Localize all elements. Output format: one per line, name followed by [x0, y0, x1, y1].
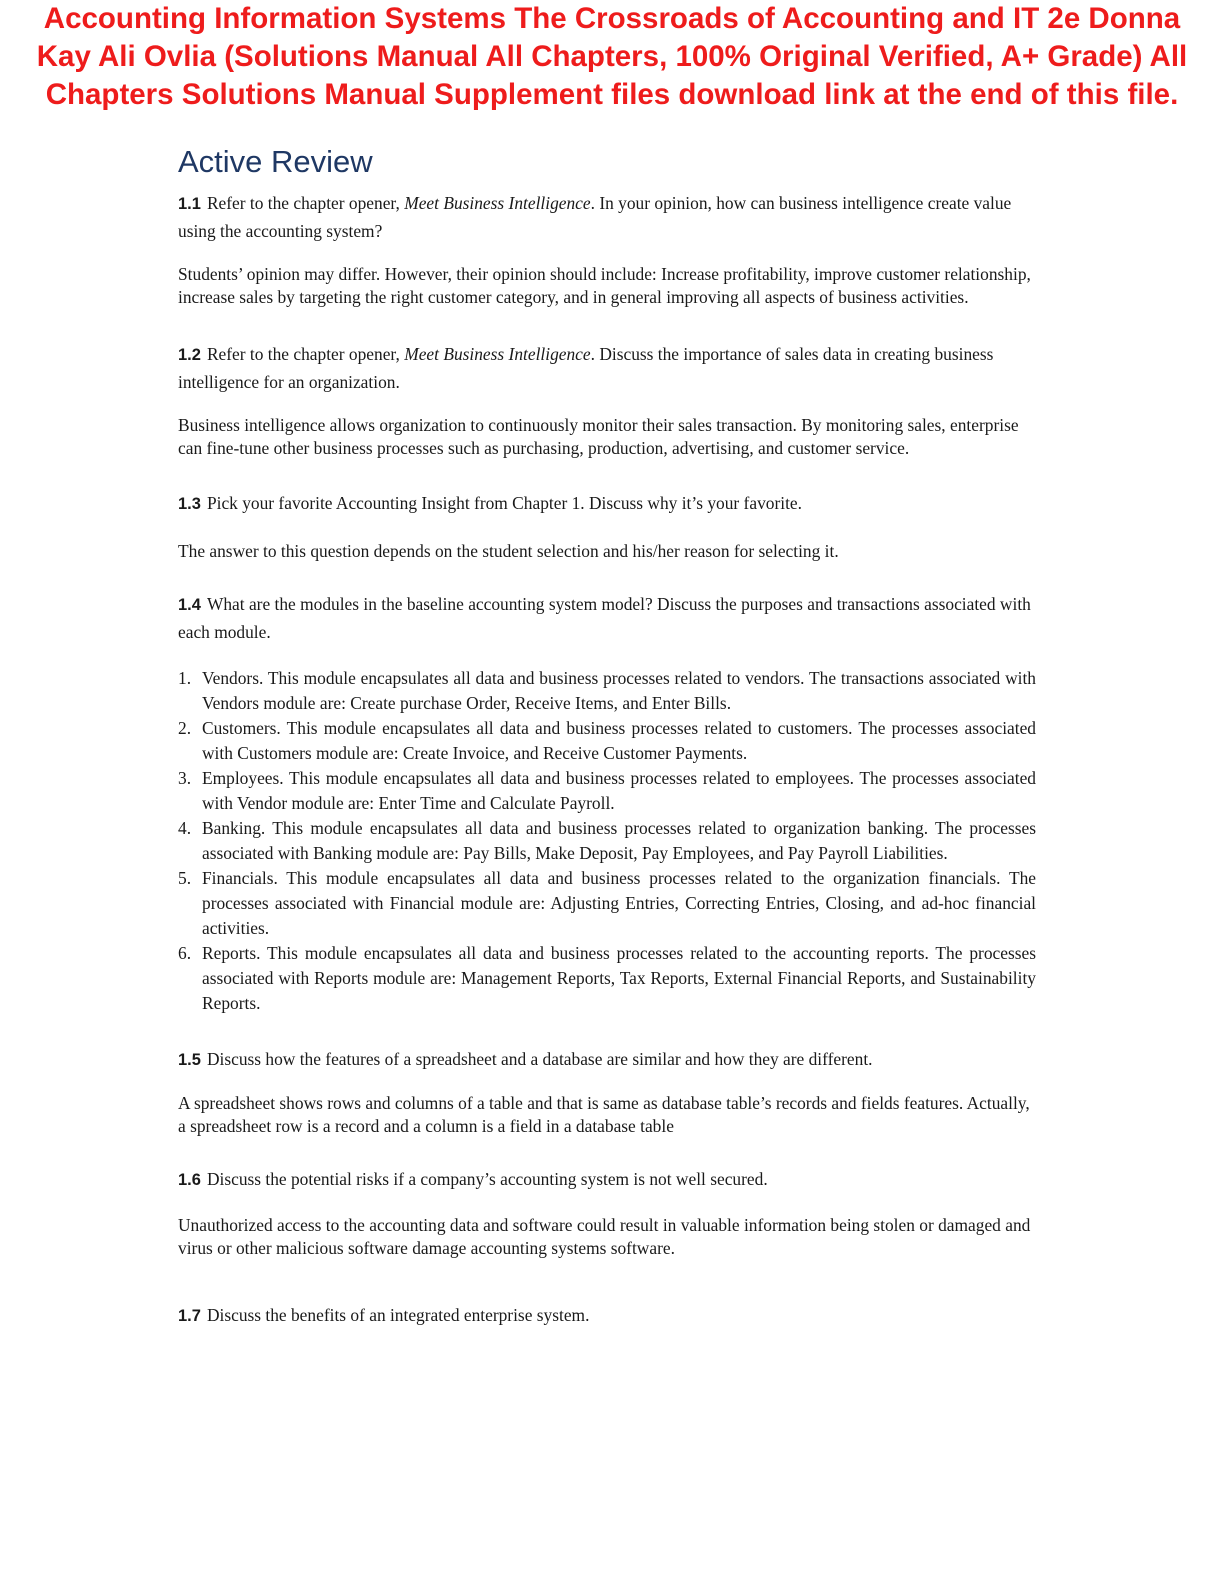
question-number: 1.4 — [178, 596, 201, 614]
module-list — [178, 666, 1036, 1016]
question-number: 1.3 — [178, 495, 201, 513]
list-item-text: Banking. This module encapsulates all data and business processes related to organization banking. The processes associated with Banking module are: Pay Bills, Make Deposit, Pay Employees, and Pay Payroll Liabilities. — [202, 818, 1036, 863]
question-1-5 — [178, 1046, 1036, 1074]
list-number: 3. — [178, 768, 192, 788]
question-number: 1.5 — [178, 1051, 201, 1069]
question-number: 1.7 — [178, 1307, 201, 1325]
section-heading: Active Review — [178, 144, 373, 179]
question-number: 1.2 — [178, 346, 201, 364]
list-item — [178, 941, 1036, 1016]
answer-1-6: Unauthorized access to the accounting data and software could result in valuable information being stolen or damaged and virus or other malicious software damage accounting systems software. — [178, 1215, 1031, 1258]
list-number: 6. — [178, 943, 192, 963]
list-number: 2. — [178, 718, 192, 738]
answer-1-5: A spreadsheet shows rows and columns of a table and that is same as database table’s records and fields features. Actually, a spreadsheet row is a record and a column is a field in a database table — [178, 1093, 1030, 1136]
question-text: Refer to the chapter opener, — [206, 344, 400, 364]
list-number: 4. — [178, 818, 192, 838]
answer-1-3: The answer to this question depends on the student selection and his/her reason for selecting it. — [178, 541, 839, 561]
question-text: Discuss the potential risks if a company’s accounting system is not well secured. — [206, 1169, 768, 1189]
list-item-text: Customers. This module encapsulates all data and business processes related to customers. The processes associated with Customers module are: Create Invoice, and Receive Customer Payments. — [202, 718, 1036, 763]
question-text: Refer to the chapter opener, — [206, 193, 400, 213]
list-item-text: Financials. This module encapsulates all data and business processes related to the organization financials. The processes associated with Financial module are: Adjusting Entries, Correcting Entries, Closing, and ad-hoc financial activities. — [202, 868, 1036, 938]
question-text: What are the modules in the baseline accounting system model? Discuss the purposes and transactions associated with each module. — [178, 594, 1031, 642]
question-text: Discuss the benefits of an integrated enterprise system. — [206, 1305, 590, 1325]
question-1-4 — [178, 591, 1036, 646]
document-body — [178, 142, 1036, 1330]
question-text-cont: . Discuss the importance of sales data in creating business intelligence for an organization. — [178, 344, 994, 392]
question-1-6 — [178, 1166, 1036, 1194]
list-item — [178, 866, 1036, 941]
answer-1-1: Students’ opinion may differ. However, their opinion should include: Increase profitability, improve customer relationship, increase sales by targeting the right customer category, and in general improving all aspects of business activities. — [178, 264, 1031, 307]
list-item-text: Reports. This module encapsulates all data and business processes related to the accounting reports. The processes associated with Reports module are: Management Reports, Tax Reports, External Financial Reports, and Sustainability Reports. — [202, 943, 1036, 1013]
answer-1-2: Business intelligence allows organization to continuously monitor their sales transaction. By monitoring sales, enterprise can fine-tune other business processes such as purchasing, production, advertising, and customer service. — [178, 415, 1019, 458]
list-item-text: Vendors. This module encapsulates all data and business processes related to vendors. The transactions associated with Vendors module are: Create purchase Order, Receive Items, and Enter Bills. — [202, 668, 1036, 713]
list-number: 1. — [178, 668, 192, 688]
list-item — [178, 716, 1036, 766]
question-italic-title: Meet Business Intelligence — [404, 344, 591, 364]
question-1-3 — [178, 490, 1036, 518]
list-number: 5. — [178, 868, 192, 888]
question-text-cont: . In your opinion, how can business intelligence create value using the accounting system? — [178, 193, 1012, 241]
question-number: 1.1 — [178, 195, 201, 213]
list-item — [178, 766, 1036, 816]
question-italic-title: Meet Business Intelligence — [404, 193, 591, 213]
list-item-text: Employees. This module encapsulates all data and business processes related to employees. The processes associated with Vendor module are: Enter Time and Calculate Payroll. — [202, 768, 1036, 813]
question-1-2 — [178, 341, 1036, 396]
question-1-7 — [178, 1302, 1036, 1330]
list-item — [178, 816, 1036, 866]
question-1-1 — [178, 190, 1036, 245]
question-text: Discuss how the features of a spreadsheet and a database are similar and how they are different. — [206, 1049, 873, 1069]
promo-banner: Accounting Information Systems The Crossroads of Accounting and IT 2e Donna Kay Ali Ovlia (Solutions Manual All Chapters, 100% Original Verified, A+ Grade) All Chapters Solutions Manual Supplement files download link at the end of this file. — [36, 2, 1188, 111]
question-text: Pick your favorite Accounting Insight from Chapter 1. Discuss why it’s your favorite. — [206, 493, 802, 513]
question-number: 1.6 — [178, 1171, 201, 1189]
list-item — [178, 666, 1036, 716]
